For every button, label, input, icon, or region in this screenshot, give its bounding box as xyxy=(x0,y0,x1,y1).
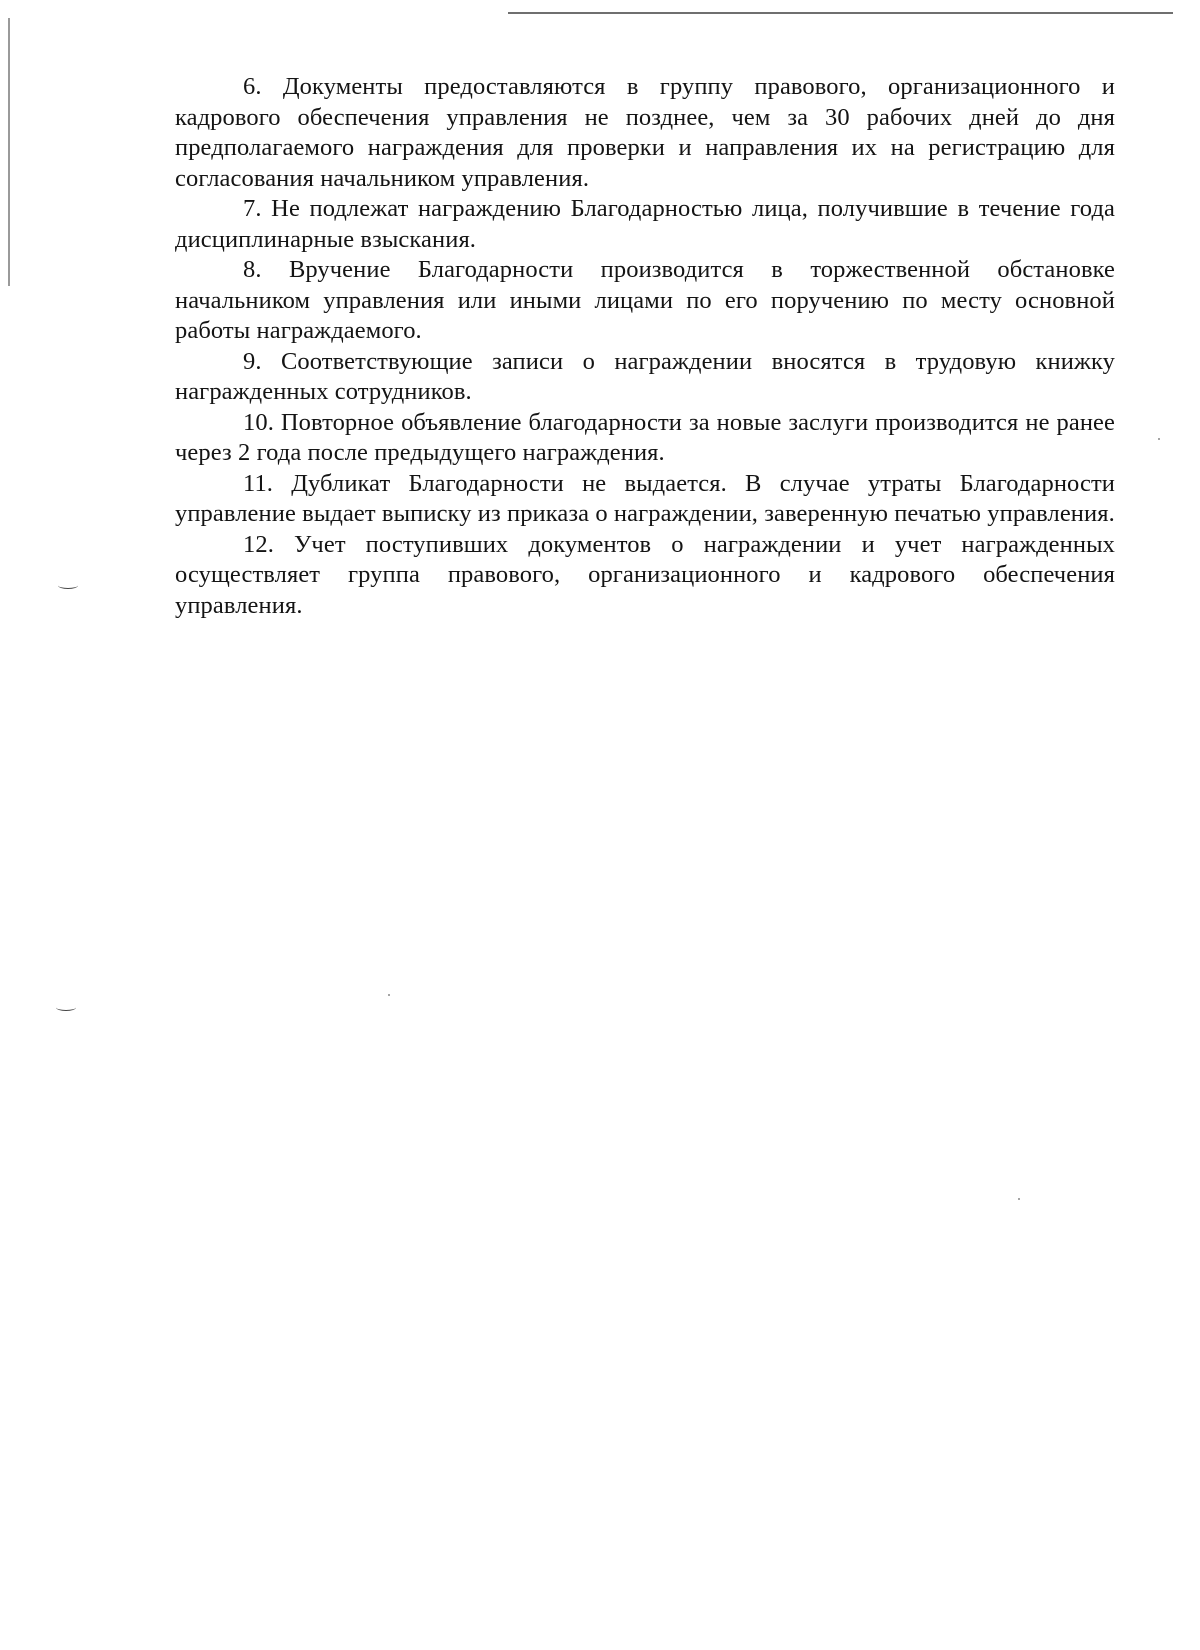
scan-speck xyxy=(1018,1198,1020,1200)
paragraph-10: 10. Повторное объявление благодарности за новые заслуги производится не ранее через 2 года после предыдущего награждения. xyxy=(175,408,1115,466)
paragraph-6: 6. Документы предоставляются в группу правового, организационного и кадрового обеспечения управления не позднее, чем за 30 рабочих дней до дня предполагаемого награждения для проверки и направления их на регистрацию для согласования начальником управления. xyxy=(175,73,1115,192)
paragraph-11: 11. Дубликат Благодарности не выдается. В случае утраты Благодарности управление выдает выписку из приказа о награждении, заверенную печатью управления. xyxy=(175,469,1115,527)
paragraph-12: 12. Учет поступивших документов о награждении и учет награжденных осуществляет группа правового, организационного и кадрового обеспечения управления. xyxy=(175,530,1115,619)
scan-speck xyxy=(1158,438,1160,440)
scan-punch-mark xyxy=(58,582,78,589)
scan-speck xyxy=(388,994,390,996)
paragraph-8: 8. Вручение Благодарности производится в торжественной обстановке начальником управления или иными лицами по его поручению по месту основной работы награждаемого. xyxy=(175,256,1115,344)
scan-punch-mark xyxy=(56,1004,76,1011)
paragraph-9: 9. Соответствующие записи о награждении вносятся в трудовую книжку награжденных сотрудников. xyxy=(175,347,1115,405)
scan-border-line xyxy=(508,12,1173,14)
scan-edge-shadow xyxy=(8,18,10,286)
document-body xyxy=(175,72,1115,621)
paragraph-7: 7. Не подлежат награждению Благодарностью лица, получившие в течение года дисциплинарные взыскания. xyxy=(175,195,1115,253)
